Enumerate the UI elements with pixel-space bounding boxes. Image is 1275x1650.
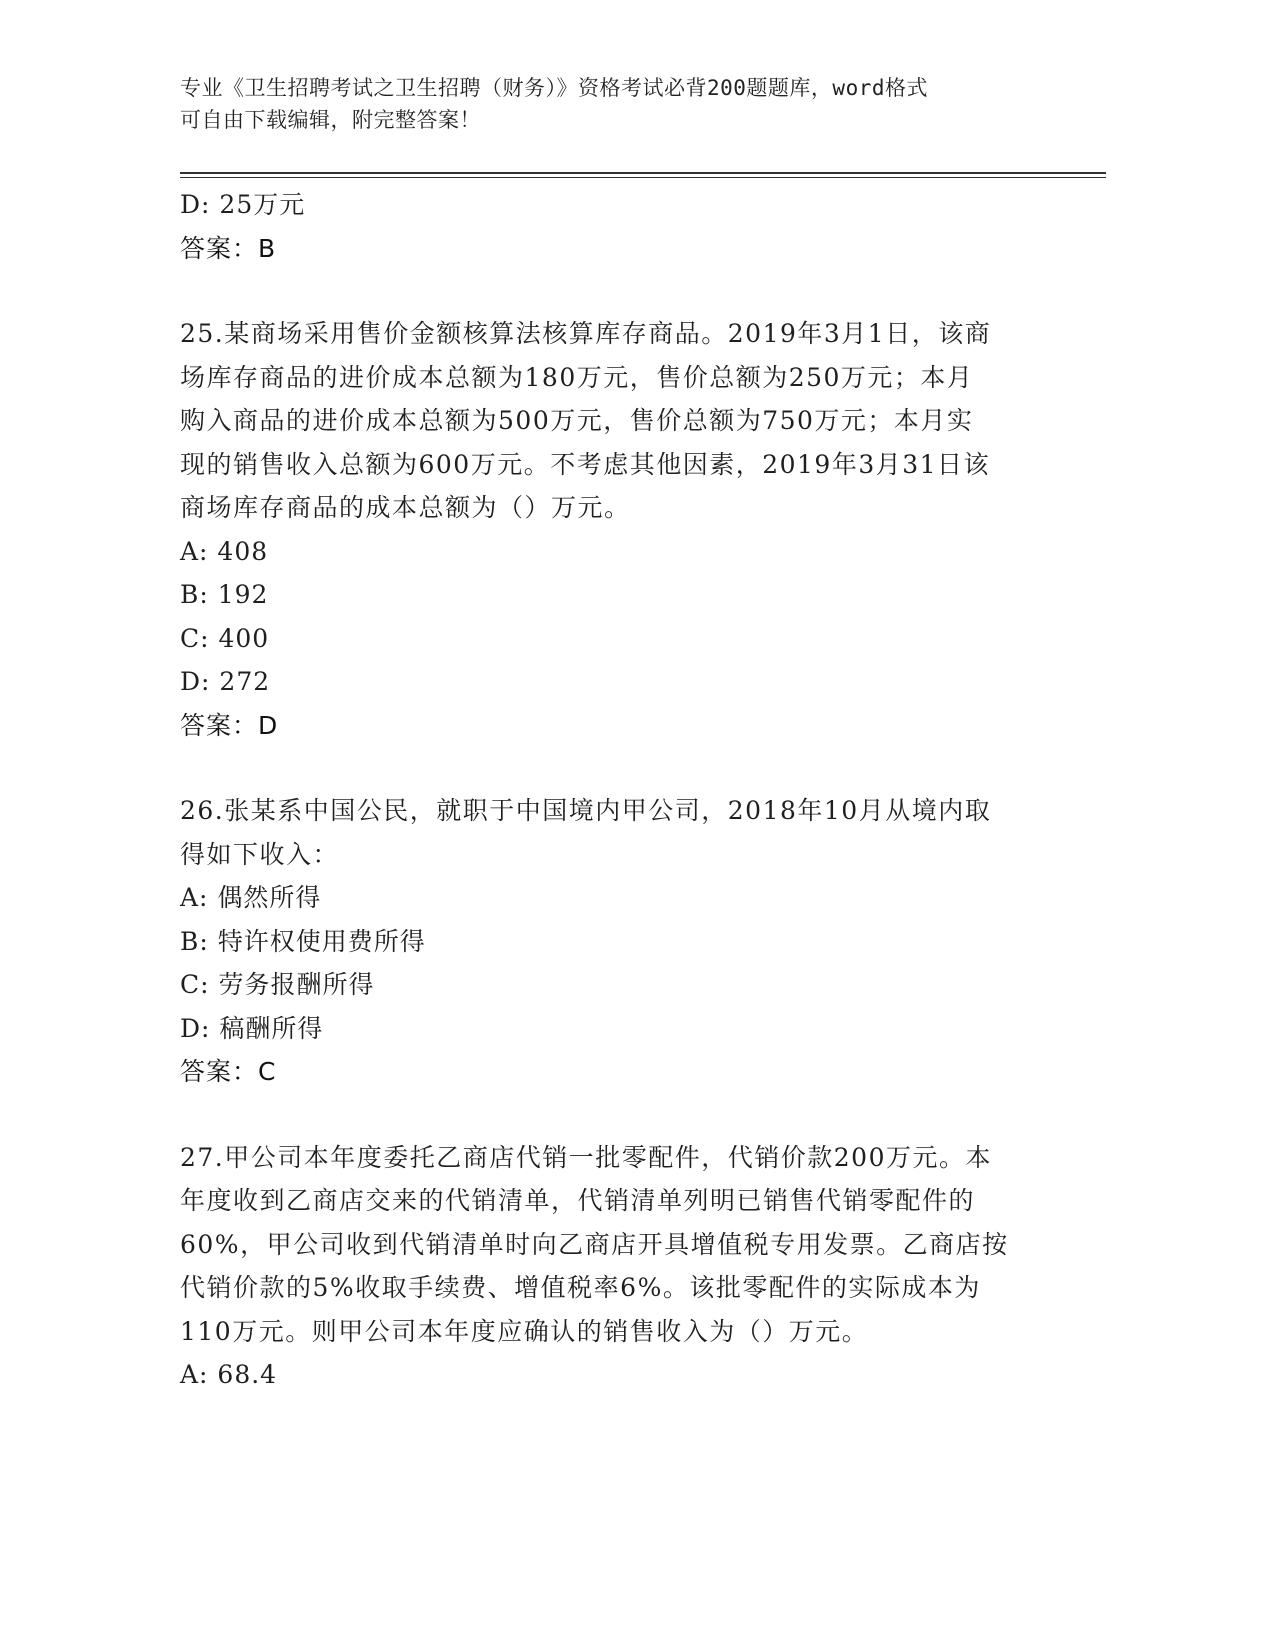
question-text-line: 26.张某系中国公民，就职于中国境内甲公司，2018年10月从境内取	[180, 796, 992, 825]
option-a: A: 408	[180, 536, 269, 566]
header-title-line-1: 专业《卫生招聘考试之卫生招聘（财务）》资格考试必背200题题库，word格式	[180, 76, 928, 100]
header-divider-thin	[180, 177, 1106, 178]
spacer	[180, 747, 1040, 789]
option-d: D: 25万元	[180, 190, 306, 219]
question-27	[180, 1136, 1040, 1354]
option-b: B: 特许权使用费所得	[180, 926, 426, 956]
answer-line: 答案：B	[180, 233, 277, 263]
option-b: B: 192	[180, 580, 269, 609]
option-d: D: 272	[180, 667, 271, 696]
question-text-line: 60%，甲公司收到代销清单时向乙商店开具增值税专用发票。乙商店按	[180, 1229, 1009, 1259]
option-c: C: 400	[180, 623, 270, 653]
option-d: D: 稿酬所得	[180, 1013, 324, 1043]
document-body	[180, 183, 1040, 1397]
question-text-line: 得如下收入：	[180, 839, 340, 869]
spacer	[180, 270, 1040, 312]
header-title-line-2: 可自由下载编辑，附完整答案！	[180, 108, 481, 132]
question-text-line: 27.甲公司本年度委托乙商店代销一批零配件，代销价款200万元。本	[180, 1142, 992, 1172]
question-text-line: 现的销售收入总额为600万元。不考虑其他因素，2019年3月31日该	[180, 449, 991, 479]
header-divider-thick	[180, 172, 1106, 174]
question-text-line: 110万元。则甲公司本年度应确认的销售收入为（）万元。	[180, 1316, 869, 1346]
question-text-line: 商场库存商品的成本总额为（）万元。	[180, 493, 631, 522]
option-a: A: 偶然所得	[180, 883, 322, 912]
question-text-line: 代销价款的5%收取手续费、增值税率6%。该批零配件的实际成本为	[180, 1273, 981, 1302]
question-text-line: 购入商品的进价成本总额为500万元，售价总额为750万元；本月实	[180, 406, 974, 435]
question-text-line: 25.某商场采用售价金额核算法核算库存商品。2019年3月1日，该商	[180, 319, 992, 348]
spacer	[180, 1094, 1040, 1136]
document-header	[180, 72, 1040, 136]
question-text-line: 年度收到乙商店交来的代销清单，代销清单列明已销售代销零配件的	[180, 1186, 976, 1215]
answer-line: 答案：C	[180, 1057, 277, 1086]
option-a: A: 68.4	[180, 1360, 278, 1389]
question-26	[180, 789, 1040, 876]
question-25	[180, 312, 1040, 530]
option-c: C: 劳务报酬所得	[180, 970, 375, 999]
question-text-line: 场库存商品的进价成本总额为180万元，售价总额为250万元；本月	[180, 362, 974, 392]
answer-line: 答案：D	[180, 710, 279, 740]
